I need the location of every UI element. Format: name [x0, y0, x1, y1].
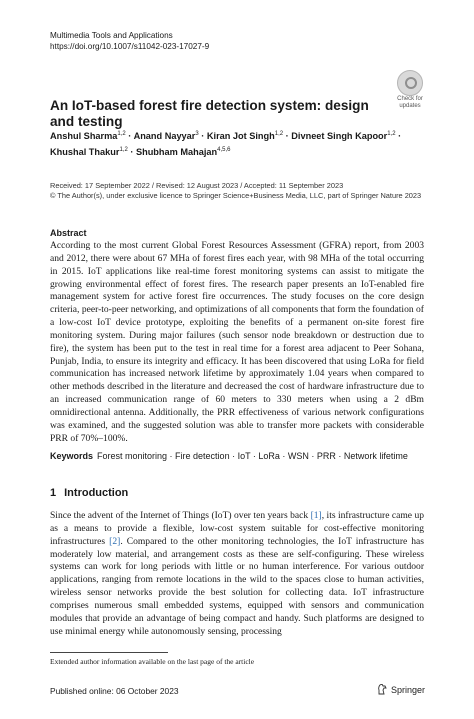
published-date: Published online: 06 October 2023 [50, 686, 179, 696]
section-number: 1 [50, 487, 57, 499]
author-name[interactable]: Anand Nayyar [133, 131, 196, 142]
keywords [50, 450, 430, 462]
publisher-logo [377, 684, 425, 695]
abstract-heading: Abstract [50, 228, 87, 238]
author-line-1: Anshul Sharma$^{1,2}$ · Anand Nayyar$^3$ · Kiran Jot Singh$^{1,2}$ · Divneet Singh Kapoor$^{1,2}$ · [50, 131, 402, 142]
author-line-2: Khushal Thakur$^{1,2}$ · Shubham Mahajan$^{4,5,6}$ [50, 146, 231, 157]
author-name[interactable]: Divneet Singh Kapoor [291, 131, 388, 142]
author-name[interactable]: Kiran Jot Singh [206, 131, 275, 142]
publisher-name: Springer [391, 684, 426, 695]
journal-header [50, 30, 209, 52]
abstract-text: According to the most current Global Forest Resources Assessment (GFRA) report, from 2003 and 2012, there were about 67 MHa of forest fires each year, with 98 MHa of the total occurring in 2015. IoT applications like real-time forest monitoring systems can assist to mitigate the growing environmental effect of forest fires. The research paper presents an IoT-enabled fire management system for active forest fire occurrences. The study focuses on the core design criteria, peer-to-peer networking, and optimizations of all components that form the foundation of a low-cost IoT device prototype, exploiting the benefits of a permanent on-site forest fire monitoring system. During major failures (such sensor node breakdown or destruction due to fire), the system has been put to the test in real time for a forest area adjacent to Peer Sohana, Punjab, India, to ensure its integrity and efficacy. It has been discovered that using LoRa for field communication has increased network lifetime by approximately 1.04 years when compared to other methods described in the literature and decreased the cost of hardware infrastructure due to an increased communication range of 60 meters to 330 meters when using a 2 dBm omnidirectional antenna. Additionally, the PRR effectiveness of various network configurations was examined, and the suggested solution was able to transfer more packets with considerable PRR of 70%–100%. [50, 240, 424, 444]
footnote: Extended author information available on the last page of the article [50, 657, 255, 666]
section-title: Introduction [64, 487, 129, 499]
section-heading-introduction [50, 487, 136, 499]
author-affiliation: 4,5,6 [217, 146, 231, 153]
badge-line-2: updates [399, 102, 421, 109]
author-name[interactable]: Khushal Thakur [50, 146, 120, 157]
author-affiliation: 3 [195, 131, 199, 137]
check-for-updates-badge[interactable] [393, 70, 427, 109]
article-history [50, 181, 421, 201]
introduction-paragraph [50, 510, 424, 638]
springer-horse-icon [377, 684, 387, 695]
journal-name: Multimedia Tools and Applications [50, 31, 173, 40]
author-affiliation: 1,2 [387, 131, 396, 137]
copyright-line: © The Author(s), under exclusive licence to Springer Science+Business Media, LLC, part of Springer Nature 2023 [50, 191, 422, 200]
body-text-segment: Since the advent of the Internet of Things (IoT) over ten years back [50, 510, 311, 521]
history-dates: Received: 17 September 2022 / Revised: 12 August 2023 / Accepted: 11 September 2023 [50, 181, 344, 190]
check-for-updates-icon [397, 70, 423, 96]
citation-link[interactable]: [1] [310, 510, 322, 521]
author-list [50, 128, 430, 159]
footnote-divider [50, 652, 168, 653]
author-name[interactable]: Anshul Sharma [50, 131, 118, 142]
body-text-segment: , its infrastructure came up as a means to provide a flexible, low-cost system suitable for cost-effective monitoring infrastructures [50, 510, 424, 547]
body-text-segment: . Compared to the other monitoring technologies, the IoT infrastructure has moderately low material, and arrangement costs as these are self-configuring. These wireless systems can work for long periods with little or no human interference. For various outdoor applications, ranging from remote locations in the wild to the spaces close to human activities, wireless sensor networks provide the best solution for collecting data. IoT infrastructure comprises numerous small embedded systems, equipped with sensors and communication modules that provide an advantage of being compact and handy. Such platforms are designed to use minimal energy while autonomously sensing, processing [50, 535, 424, 637]
author-affiliation: 1,2 [274, 131, 284, 137]
author-affiliation: 1,2 [117, 131, 126, 137]
keywords-list: Forest monitoring · Fire detection · IoT · LoRa · WSN · PRR · Network lifetime [97, 451, 408, 461]
keywords-label: Keywords [50, 451, 94, 461]
paper-title: An IoT-based forest fire detection system: design and testing [50, 98, 369, 129]
author-affiliation: 1,2 [119, 146, 128, 153]
badge-line-1: Check for [397, 96, 423, 102]
citation-link[interactable]: [2] [109, 535, 121, 547]
author-name[interactable]: Shubham Mahajan [135, 146, 218, 157]
journal-doi[interactable]: https://doi.org/10.1007/s11042-023-17027-9 [50, 42, 210, 51]
